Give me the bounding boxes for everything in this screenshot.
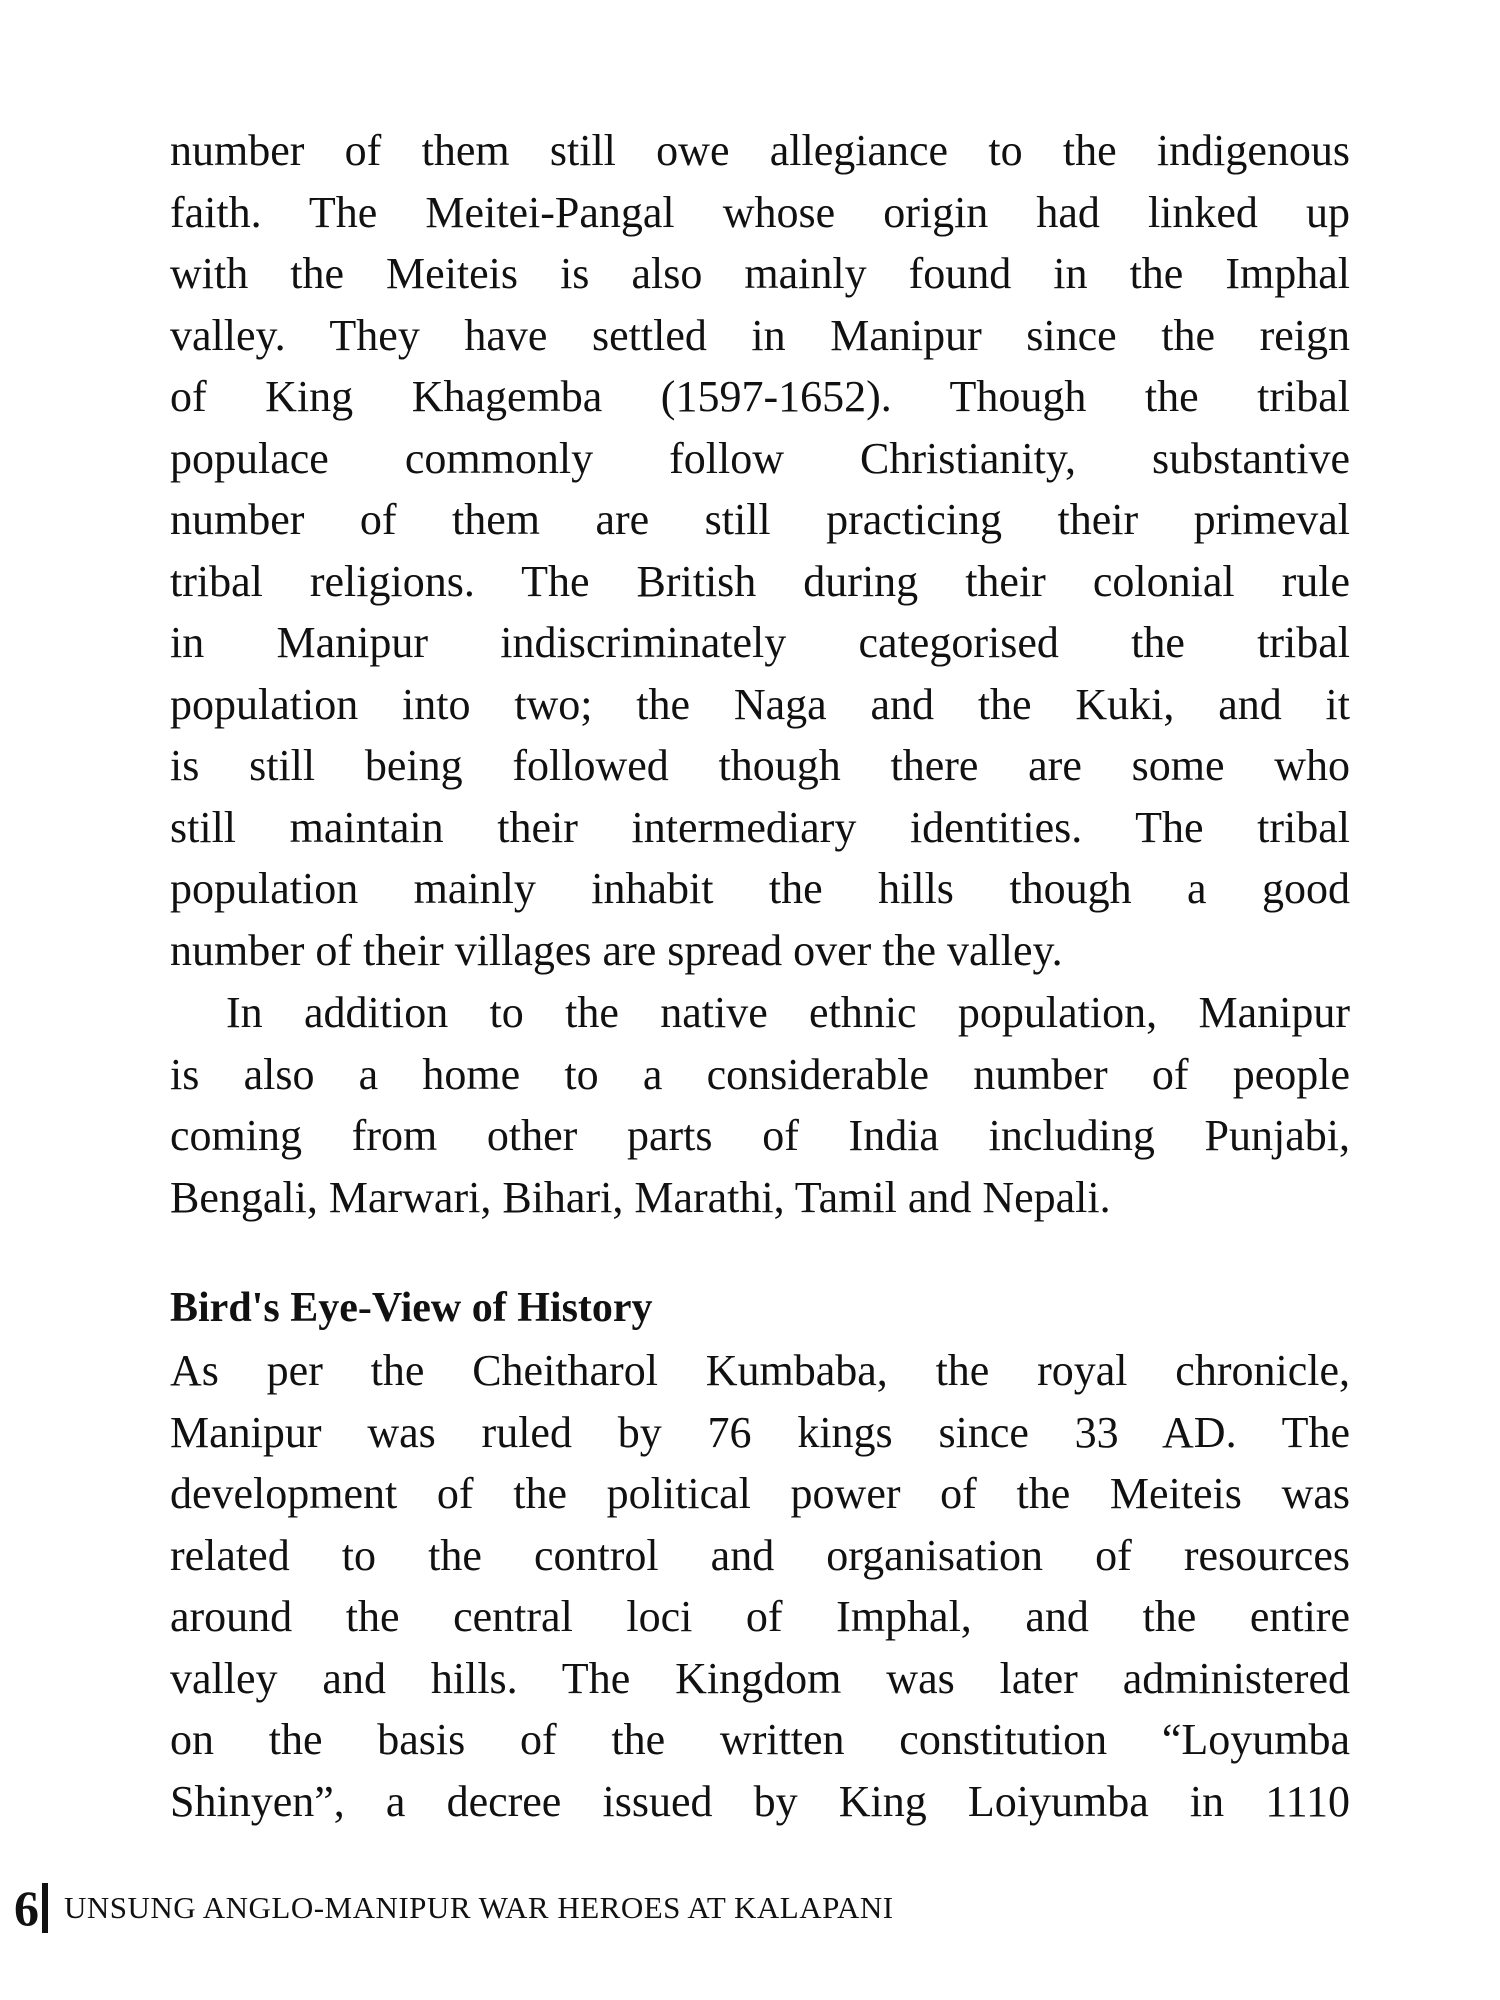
paragraph-3-line: related to the control and organisation of resources [170, 1530, 1350, 1580]
paragraph-1-line: tribal religions. The British during their colonial rule [170, 556, 1350, 606]
paragraph-3 [170, 1340, 1350, 1832]
paragraph-3-line: on the basis of the written constitution “Loyumba [170, 1715, 1350, 1764]
paragraph-1-line: is still being followed though there are some who [170, 741, 1350, 790]
paragraph-1-line: number of their villages are spread over the valley. [170, 925, 1063, 975]
footer-divider [42, 1883, 48, 1933]
section-heading: Bird's Eye-View of History [170, 1285, 653, 1331]
paragraph-3-line: Manipur was ruled by 76 kings since 33 AD. The [170, 1407, 1350, 1457]
paragraph-1-line: valley. They have settled in Manipur since the reign [170, 310, 1350, 360]
paragraph-2 [170, 982, 1350, 1228]
paragraph-2-line: coming from other parts of India including Punjabi, [170, 1111, 1350, 1160]
paragraph-1-line: number of them still owe allegiance to the indigenous [170, 126, 1350, 175]
paragraph-3-line: As per the Cheitharol Kumbaba, the royal chronicle, [170, 1346, 1350, 1395]
paragraph-1-line: population into two; the Naga and the Kuki, and it [170, 679, 1350, 729]
paragraph-1-line: number of them are still practicing their primeval [170, 495, 1350, 544]
running-title: UNSUNG ANGLO-MANIPUR WAR HEROES AT KALAPANI [64, 1890, 894, 1925]
paragraph-1-line: faith. The Meitei-Pangal whose origin had linked up [170, 187, 1350, 237]
paragraph-2-line: In addition to the native ethnic population, Manipur [226, 988, 1350, 1037]
page-number: 6 [14, 1880, 39, 1936]
paragraph-1-line: still maintain their intermediary identities. The tribal [170, 802, 1350, 852]
paragraph-3-line: around the central loci of Imphal, and the entire [170, 1592, 1350, 1641]
paragraph-1-line: with the Meiteis is also mainly found in the Imphal [170, 249, 1350, 298]
paragraph-1-line: populace commonly follow Christianity, substantive [170, 433, 1350, 483]
paragraph-3-line: Shinyen”, a decree issued by King Loiyumba in 1110 [170, 1776, 1350, 1826]
paragraph-1 [170, 120, 1350, 981]
paragraph-1-line: in Manipur indiscriminately categorised the tribal [170, 618, 1350, 667]
paragraph-2-line: Bengali, Marwari, Bihari, Marathi, Tamil and Nepali. [170, 1172, 1111, 1222]
paragraph-3-line: valley and hills. The Kingdom was later administered [170, 1653, 1350, 1703]
paragraph-1-line: of King Khagemba (1597-1652). Though the tribal [170, 372, 1350, 421]
paragraph-1-line: population mainly inhabit the hills though a good [170, 864, 1350, 913]
paragraph-2-line: is also a home to a considerable number of people [170, 1049, 1350, 1099]
paragraph-3-line: development of the political power of the Meiteis was [170, 1469, 1350, 1518]
page-footer [14, 1876, 894, 1940]
